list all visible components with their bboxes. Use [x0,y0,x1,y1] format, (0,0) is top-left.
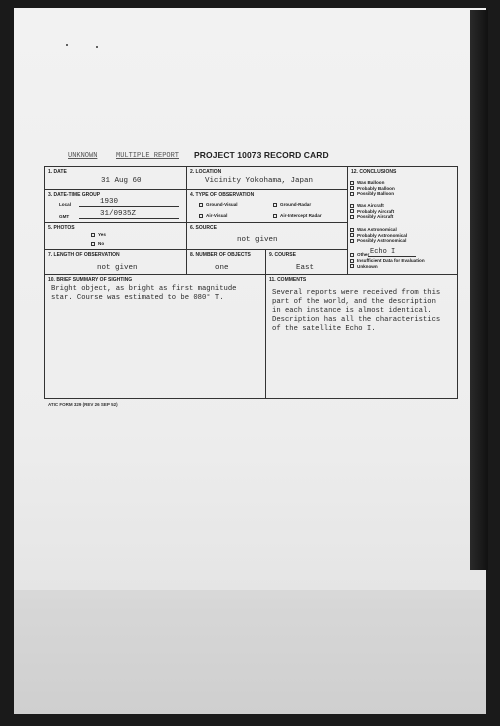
length-of-observation-cell [45,250,187,275]
speck [66,44,68,46]
source-cell [187,223,348,250]
course-label: 9. COURSE [269,252,296,258]
photos-label: 5. PHOTOS [48,225,75,231]
header-unknown: UNKNOWN [68,152,98,160]
comments-label: 11. COMMENTS [269,277,307,283]
checkbox-icon [350,192,354,196]
checkbox-icon [350,204,354,208]
checkbox-icon [91,242,95,246]
conclusion-probably-balloon: Probably Balloon [350,186,395,191]
lower-paper-band [14,590,486,714]
conclusion-probably-aircraft: Probably Aircraft [350,209,394,214]
option-ground-radar: Ground-Radar [273,202,311,207]
number-of-objects-cell [187,250,266,275]
brief-summary-cell [45,275,266,398]
conclusion-possibly-balloon: Possibly Balloon [350,191,394,196]
source-value: not given [237,236,278,244]
checkbox-icon [273,214,277,218]
checkbox-icon [350,264,354,268]
conclusion-was-astronomical: Was Astronomical [350,227,397,232]
type-of-observation-cell [187,190,348,223]
gmt-time-value: 31/0935Z [100,210,137,218]
photos-yes: Yes [91,232,106,237]
checkbox-icon [350,228,354,232]
conclusion-possibly-aircraft: Possibly Aircraft [350,214,393,219]
date-value: 31 Aug 60 [101,177,142,185]
photos-cell [45,223,187,250]
checkbox-icon [350,186,354,190]
checkbox-icon [350,259,354,263]
checkbox-icon [350,215,354,219]
comments-line-1: Several reports were received from this [272,289,441,297]
summary-line-1: Bright object, as bright as first magnitude [51,285,237,293]
location-value: Vicinity Yokohama, Japan [205,177,314,185]
source-label: 6. SOURCE [190,225,217,231]
checkbox-icon [199,203,203,207]
card-title: PROJECT 10073 RECORD CARD [194,150,329,160]
checkbox-icon [350,181,354,185]
option-air-visual: Air-Visual [199,213,227,218]
photos-no: No [91,241,104,246]
record-card [44,166,458,399]
conclusion-other: Other [350,252,369,257]
checkbox-icon [199,214,203,218]
comments-line-5: of the satellite Echo I. [272,325,376,333]
checkbox-icon [350,209,354,213]
conclusion-unknown: Unknown [350,264,378,269]
length-value: not given [97,264,138,272]
num-objects-value: one [215,264,229,272]
comments-line-3: in each instance is almost identical. [272,307,432,315]
conclusion-was-balloon: Was Balloon [350,180,384,185]
summary-line-2: star. Course was estimated to be 080° T. [51,294,224,302]
checkbox-icon [273,203,277,207]
comments-cell [266,275,457,398]
location-cell [187,167,348,190]
comments-line-4: Description has all the characteristics [272,316,441,324]
conclusions-cell [348,167,457,275]
date-time-group-cell [45,190,187,223]
course-value: East [296,264,315,272]
other-underline [368,256,416,257]
speck [96,46,98,48]
gmt-label: GMT [59,214,70,219]
local-time-value: 1930 [100,198,119,206]
header-multiple-report: MULTIPLE REPORT [116,152,180,160]
length-label: 7. LENGTH OF OBSERVATION [48,252,120,258]
conclusion-was-aircraft: Was Aircraft [350,203,384,208]
checkbox-checked-icon [350,253,354,257]
option-air-intercept-radar: Air-Intercept Radar [273,213,322,218]
conclusion-insufficient-data: Insufficient Data for Evaluation [350,258,425,263]
date-cell [45,167,187,190]
checkbox-icon [91,233,95,237]
summary-label: 10. BRIEF SUMMARY OF SIGHTING [48,277,133,283]
checkbox-icon [350,239,354,243]
conclusion-probably-astronomical: Probably Astronomical [350,233,407,238]
local-underline [79,206,179,207]
form-footer: ATIC FORM 329 (REV 26 SEP 52) [48,402,118,407]
dtg-label: 3. DATE-TIME GROUP [48,192,101,198]
conclusion-other-value: Echo I [370,248,396,256]
course-cell [266,250,348,275]
date-label: 1. DATE [48,169,67,175]
local-label: Local [59,202,71,207]
type-obs-label: 4. TYPE OF OBSERVATION [190,192,255,198]
sheet-edge-shadow [470,10,488,570]
option-ground-visual: Ground-Visual [199,202,238,207]
conclusion-possibly-astronomical: Possibly Astronomical [350,238,406,243]
card-header [68,150,428,164]
num-objects-label: 8. NUMBER OF OBJECTS [190,252,251,258]
conclusions-label: 12. CONCLUSIONS [351,169,397,175]
checkbox-icon [350,233,354,237]
comments-line-2: part of the world, and the description [272,298,436,306]
gmt-underline [79,218,179,219]
location-label: 2. LOCATION [190,169,222,175]
